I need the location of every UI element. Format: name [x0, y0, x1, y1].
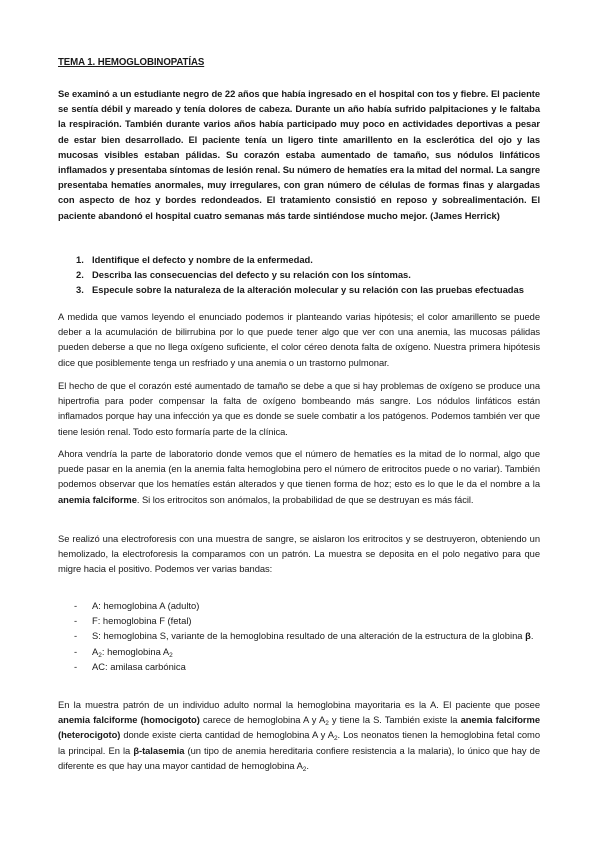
- page-title: TEMA 1. HEMOGLOBINOPATÍAS: [58, 56, 205, 68]
- case-author: (James Herrick): [430, 209, 500, 221]
- band-item-s: - S: hemoglobina S, variante de la hemoglobina resultado de una alteración de la estructura de la globina β.: [74, 628, 542, 643]
- paragraph-hypothesis: A medida que vamos leyendo el enunciado podemos ir planteando varias hipótesis; el color amarillento se puede deber a la acumulación de bilirrubina por lo que puede tener algo que ver con una anemia, las mucosas pálidas pueden deberse a que no llega oxígeno suficiente, el color céreo denota falta de oxígeno. Nuestra primera hipótesis dice que posiblemente tenga un resfriado y una anemia o un trastorno pulmonar.: [58, 311, 540, 368]
- question-text: Especule sobre la naturaleza de la alteración molecular y su relación con las pruebas efectuadas: [92, 284, 524, 296]
- question-item: [76, 282, 546, 297]
- dash-bullet: -: [74, 615, 78, 627]
- paragraph-clinic: El hecho de que el corazón esté aumentado de tamaño se debe a que si hay problemas de oxígeno se produce una hipertrofia para poder compensar la falta de oxígeno bombeando más sangre. Los nódulos linfáticos están inflamados porque hay una infección ya que es donde se suele combatir a los patógenos. Podemos también ver que tiene lesión renal. Todo esto formaría parte de la clínica.: [58, 380, 540, 437]
- term-homocigoto: anemia falciforme (homocigoto): [58, 714, 200, 726]
- paragraph-results: En la muestra patrón de un individuo adulto normal la hemoglobina mayoritaria es la A. El paciente que posee anemia falciforme (homocigoto) carece de hemoglobina A y $A_2$ y tiene la S. También existe la anemia falciforme (heterocigoto) donde existe cierta cantidad de hemoglobina A y $A_2$. Los neonatos tienen la hemoglobina fetal como la principal. En la β-talasemia (un tipo de anemia hereditaria confiere resistencia a la malaria), lo único que hay de diferente es que hay una mayor cantidad de hemoglobina $A_2$.: [58, 699, 540, 773]
- case-text: Se examinó a un estudiante negro de 22 años que había ingresado en el hospital con tos y fiebre. El paciente se sentía débil y mareado y tenía dolores de cabeza. Durante un año había sufrido palpitaciones y le faltaba la respiración. También durante varios años había participado muy poco en actividades deportivas a pesar de estar bien desarrollado. El paciente tenía un ligero tinte amarillento en la esclerótica del ojo y las mucosas visibles estaban pálidas. Su corazón estaba aumentado de tamaño, sus nódulos linfáticos inflamados y presentaba síntomas de lesión renal. Su número de hematíes era la mitad del normal. La sangre presentaba hematíes anormales, muy irregulares, con gran número de células de formas finas y alargadas con aspecto de hoz y bordes redondeados. El tratamiento consistió en reposo y sobrealimentación. El paciente abandonó el hospital cuatro semanas más tarde sintiéndose mucho mejor.: [58, 88, 540, 221]
- band-item-a2: - $A_2$: hemoglobina $A_2$: [74, 645, 173, 659]
- question-item: [76, 267, 546, 282]
- paragraph-laboratory: Ahora vendría la parte de laboratorio donde vemos que el número de hematíes es la mitad de lo normal, algo que puede pasar en la anemia (en la anemia falta hemoglobina pero el número de eritrocitos puede o no variar). También podemos observar que los hematíes están alterados y que tienen forma de hoz; esto es lo que le da el nombre a la anemia falciforme. Si los eritrocitos son anómalos, la probabilidad de que se destruyan es más fácil.: [58, 448, 540, 505]
- question-number: 2.: [76, 269, 84, 281]
- term-heterocigoto: anemia falciforme (heterocigoto): [58, 714, 540, 741]
- band-item-ac: - AC: amilasa carbónica: [74, 659, 542, 674]
- beta-symbol: β: [525, 630, 531, 642]
- question-number: 1.: [76, 254, 84, 265]
- dash-bullet: -: [74, 660, 78, 672]
- question-item: [76, 252, 546, 267]
- term-beta-talasemia: β-talasemia: [133, 744, 185, 756]
- paragraph-electrophoresis: Se realizó una electroforesis con una muestra de sangre, se aislaron los eritrocitos y se destruyeron, obteniendo un hemolizado, la electroforesis la comparamos con un patrón. La muestra se deposita en el polo negativo para que migre hacia el positivo. Podemos ver varias bandas:: [58, 533, 540, 575]
- case-statement: [58, 86, 540, 223]
- term-anemia-falciforme: anemia falciforme: [58, 493, 137, 505]
- dash-bullet: -: [74, 600, 78, 611]
- bands-list: [74, 598, 542, 674]
- band-item-a: - A: hemoglobina A (adulto): [74, 598, 542, 613]
- question-text: Identifique el defecto y nombre de la enfermedad.: [92, 254, 313, 265]
- dash-bullet: -: [74, 645, 78, 657]
- band-item-f: - F: hemoglobina F (fetal): [74, 613, 542, 628]
- question-number: 3.: [76, 284, 84, 296]
- question-text: Describa las consecuencias del defecto y su relación con los síntomas.: [92, 269, 411, 281]
- questions-list: [76, 252, 546, 298]
- dash-bullet: -: [74, 630, 78, 642]
